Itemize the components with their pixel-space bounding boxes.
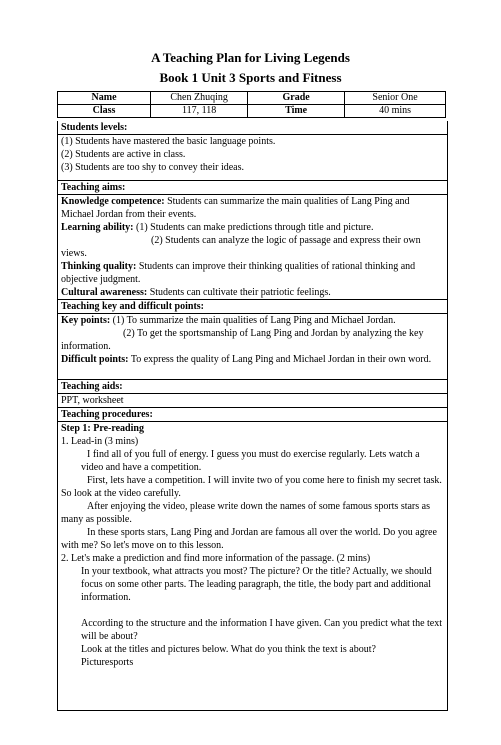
name-label: Name bbox=[58, 92, 151, 105]
aids-section bbox=[58, 394, 447, 408]
aids-text: PPT, worksheet bbox=[61, 395, 124, 406]
info-table bbox=[57, 91, 446, 118]
key-header: Teaching key and difficult points: bbox=[61, 301, 204, 312]
levels-header-row bbox=[58, 121, 447, 135]
aims-header: Teaching aims: bbox=[61, 182, 126, 193]
aids-header: Teaching aids: bbox=[61, 381, 123, 392]
level-item: (1) Students have mastered the basic language points. bbox=[61, 136, 276, 147]
predict-heading: 2. Let's make a prediction and find more information of the passage. (2 mins) bbox=[61, 553, 371, 564]
learning-aim bbox=[61, 221, 444, 234]
difficult-text: To express the quality of Lang Ping and Michael Jordan in their own word. bbox=[128, 354, 432, 365]
thinking-aim bbox=[61, 260, 444, 286]
levels-header: Students levels: bbox=[61, 122, 128, 133]
learning-text-2: (2) Students can analyze the logic of passage and express their own views. bbox=[61, 235, 421, 259]
time-label: Time bbox=[248, 105, 345, 118]
procedures-header-row bbox=[58, 408, 447, 422]
plan-body bbox=[57, 121, 448, 711]
thinking-text: Students can improve their thinking qualities of rational thinking and objective judgment. bbox=[61, 261, 416, 285]
aids-header-row bbox=[58, 380, 447, 394]
procedure-paragraph: Look at the titles and pictures below. What do you think the text is about? bbox=[81, 644, 376, 655]
class-label: Class bbox=[58, 105, 151, 118]
knowledge-aim bbox=[61, 195, 444, 221]
thinking-label: Thinking quality: bbox=[61, 261, 137, 272]
table-row bbox=[58, 92, 446, 105]
aims-section bbox=[58, 195, 447, 300]
difficult-label: Difficult points: bbox=[61, 354, 129, 365]
level-item: (2) Students are active in class. bbox=[61, 149, 186, 160]
aims-header-row bbox=[58, 181, 447, 195]
step1-heading: Step 1: Pre-reading bbox=[61, 423, 144, 434]
procedure-paragraph: I find all of you full of energy. I guess you must do exercise regularly. Lets watch a video and have a competition. bbox=[81, 449, 420, 473]
difficult-points bbox=[61, 353, 444, 366]
procedures-section bbox=[58, 422, 447, 711]
procedure-paragraph: Picturesports bbox=[81, 657, 134, 668]
procedure-paragraph: According to the structure and the information I have given. Can you predict what the text will be about? bbox=[81, 618, 443, 642]
key-label: Key points: bbox=[61, 315, 111, 326]
cultural-label: Cultural awareness: bbox=[61, 287, 148, 298]
procedure-paragraph: After enjoying the video, please write down the names of some famous sports stars as many as possible. bbox=[61, 501, 430, 525]
learning-label: Learning ability: bbox=[61, 222, 134, 233]
name-value: Chen Zhuqing bbox=[151, 92, 248, 105]
procedure-paragraph: First, lets have a competition. I will invite two of you come here to finish my secret task. So look at the video carefully. bbox=[61, 475, 442, 499]
knowledge-text: Students can summarize the main qualities of Lang Ping and Michael Jordan from their events. bbox=[61, 196, 410, 220]
class-value: 117, 118 bbox=[151, 105, 248, 118]
levels-section bbox=[58, 135, 447, 181]
procedure-paragraph: In your textbook, what attracts you most? The picture? Or the title? Actually, we should focus on some other parts. The leading paragraph, the title, the body part and additional information. bbox=[81, 566, 432, 603]
procedures-header: Teaching procedures: bbox=[61, 409, 153, 420]
procedure-paragraph: In these sports stars, Lang Ping and Jordan are famous all over the world. Do you agree with me? So let's move on to this lesson. bbox=[61, 527, 437, 551]
learning-text-1: (1) Students can make predictions through title and picture. bbox=[133, 222, 374, 233]
cultural-text: Students can cultivate their patriotic feelings. bbox=[147, 287, 331, 298]
document-subtitle: Book 1 Unit 3 Sports and Fitness bbox=[159, 70, 342, 85]
key-section bbox=[58, 314, 447, 380]
key-header-row bbox=[58, 300, 447, 314]
document-title: A Teaching Plan for Living Legends bbox=[151, 50, 350, 65]
time-value: 40 mins bbox=[345, 105, 446, 118]
knowledge-label: Knowledge competence: bbox=[61, 196, 165, 207]
level-item: (3) Students are too shy to convey their ideas. bbox=[61, 162, 245, 173]
table-row bbox=[58, 105, 446, 118]
grade-value: Senior One bbox=[345, 92, 446, 105]
lead-in-heading: 1. Lead-in (3 mins) bbox=[61, 436, 139, 447]
key-points bbox=[61, 314, 444, 327]
grade-label: Grade bbox=[248, 92, 345, 105]
key-text-1: (1) To summarize the main qualities of Lang Ping and Michael Jordan. bbox=[110, 315, 396, 326]
key-text-2: (2) To get the sportsmanship of Lang Ping and Jordan by analyzing the key information. bbox=[61, 328, 424, 352]
cultural-aim bbox=[61, 286, 444, 299]
